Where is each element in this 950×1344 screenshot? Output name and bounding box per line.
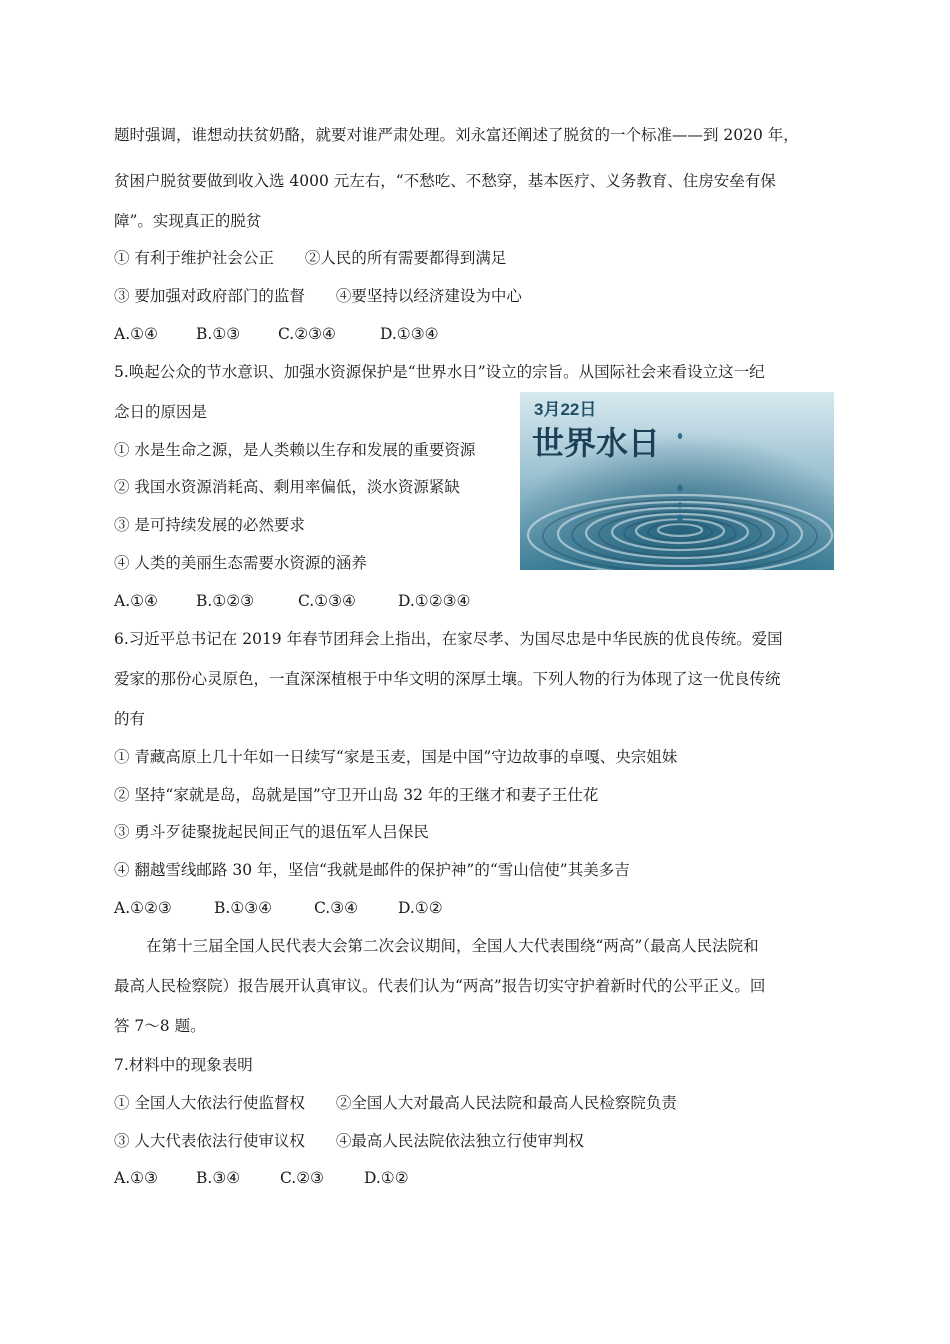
q7-option-b[interactable]: B.③④ (196, 1169, 241, 1187)
q7-item-line-1: ① 全国人大依法行使监督权 ②全国人大对最高人民法院和最高人民检察院负责 (114, 1094, 677, 1112)
q5-option-b[interactable]: B.①②③ (196, 592, 255, 610)
q5-item-2: ② 我国水资源消耗高、剩用率偏低，淡水资源紧缺 (114, 478, 460, 496)
q5-stem-line-1: 5.唤起公众的节水意识、加强水资源保护是“世界水日”设立的宗旨。从国际社会来看设立这一纪 (114, 363, 765, 381)
q5-option-a[interactable]: A.①④ (114, 592, 158, 610)
q5-options (114, 590, 470, 612)
world-water-day-image (520, 392, 834, 570)
material-line-1: 在第十三届全国人民代表大会第二次会议期间，全国人大代表围绕“两高”（最高人民法院和 (146, 937, 759, 955)
q4-option-b[interactable]: B.①③ (196, 325, 241, 343)
q5-item-4: ④ 人类的美丽生态需要水资源的涵养 (114, 554, 367, 572)
q4-options (114, 323, 439, 345)
q6-option-b[interactable]: B.①③④ (214, 899, 273, 917)
q7-item-line-2: ③ 人大代表依法行使审议权 ④最高人民法院依法独立行使审判权 (114, 1132, 584, 1150)
q6-option-c[interactable]: C.③④ (314, 899, 359, 917)
material-line-3: 答 7～8 题。 (114, 1017, 206, 1035)
q4-option-a[interactable]: A.①④ (114, 325, 158, 343)
q6-item-1: ① 青藏高原上几十年如一日续写“家是玉麦，国是中国”守边故事的卓嘎、央宗姐妹 (114, 748, 678, 766)
q4-item-line-2: ③ 要加强对政府部门的监督 ④要坚持以经济建设为中心 (114, 287, 522, 305)
q5-option-d[interactable]: D.①②③④ (398, 592, 471, 610)
figure-date: 3月22日 (534, 400, 597, 419)
q5-item-1: ① 水是生命之源，是人类赖以生存和发展的重要资源 (114, 441, 476, 459)
q5-item-3: ③ 是可持续发展的必然要求 (114, 516, 305, 534)
q7-stem: 7.材料中的现象表明 (114, 1056, 253, 1074)
q7-option-d[interactable]: D.①② (364, 1169, 409, 1187)
figure-title: 世界水日 (532, 424, 661, 462)
q6-stem-line-2: 爱家的那份心灵原色，一直深深植根于中华文明的深厚土壤。下列人物的行为体现了这一优良传统 (114, 670, 781, 688)
q7-option-a[interactable]: A.①③ (114, 1169, 158, 1187)
q6-options (114, 897, 443, 919)
q6-stem-line-3: 的有 (114, 710, 146, 728)
q6-option-a[interactable]: A.①②③ (114, 899, 172, 917)
q4-option-d[interactable]: D.①③④ (380, 325, 439, 343)
q4-item-line-1: ① 有利于维护社会公正 ②人民的所有需要都得到满足 (114, 249, 507, 267)
q5-option-c[interactable]: C.①③④ (298, 592, 356, 610)
q7-option-c[interactable]: C.②③ (280, 1169, 325, 1187)
q6-option-d[interactable]: D.①② (398, 899, 443, 917)
q6-item-2: ② 坚持“家就是岛，岛就是国”守卫开山岛 32 年的王继才和妻子王仕花 (114, 786, 599, 804)
q7-options (114, 1167, 409, 1189)
q4-stem-line-1: 题时强调，谁想动扶贫奶酪，就要对谁严肃处理。刘永富还阐述了脱贫的一个标准——到 2020 年， (114, 126, 799, 144)
q5-stem-line-2: 念日的原因是 (114, 403, 208, 421)
q6-item-3: ③ 勇斗歹徒聚拢起民间正气的退伍军人吕保民 (114, 823, 429, 841)
q4-stem-line-2: 贫困户脱贫要做到收入选 4000 元左右，“不愁吃、不愁穿，基本医疗、义务教育、住房安垒有保 (114, 172, 776, 190)
q6-item-4: ④ 翻越雪线邮路 30 年，坚信“我就是邮件的保护神”的“雪山信使”其美多吉 (114, 861, 630, 879)
q4-option-c[interactable]: C.②③④ (278, 325, 336, 343)
material-line-2: 最高人民检察院）报告展开认真审议。代表们认为“两高”报告切实守护着新时代的公平正义。回 (114, 977, 766, 995)
q4-stem-line-3: 障”。实现真正的脱贫 (114, 212, 262, 230)
q6-stem-line-1: 6.习近平总书记在 2019 年春节团拜会上指出，在家尽孝、为国尽忠是中华民族的优良传统。爱国 (114, 630, 783, 648)
